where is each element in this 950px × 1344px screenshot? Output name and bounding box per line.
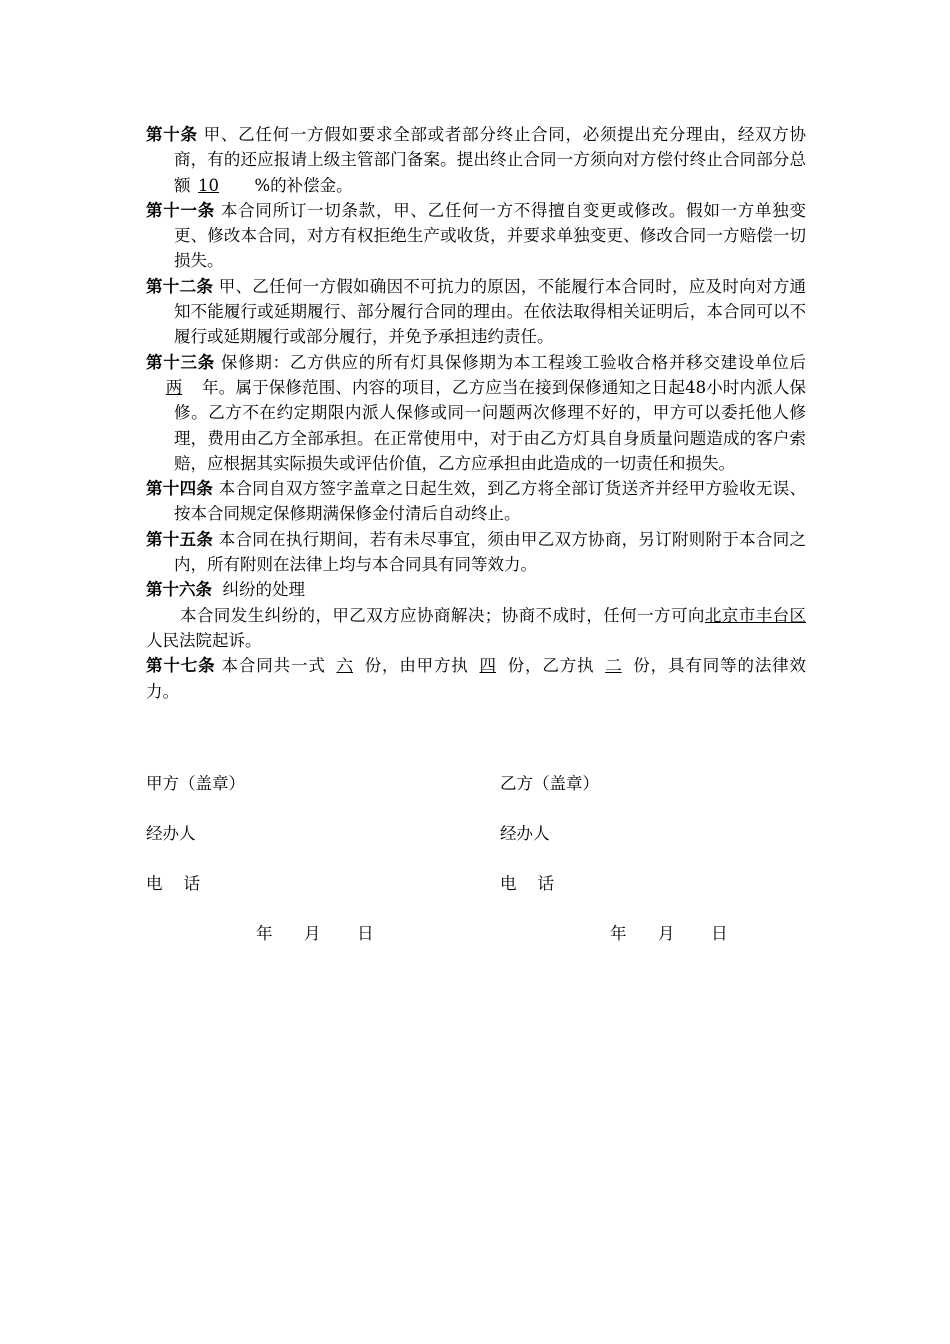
- court-location: 北京市丰台区: [704, 605, 807, 625]
- contract-clauses: [146, 122, 806, 704]
- party-b-date: 年 月 日: [610, 924, 728, 943]
- clause-17: 第十七条 本合同共一式 六 份，由甲方执 四 份，乙方执 二 份，具有同等的法律效力。: [146, 653, 806, 704]
- clause-heading: 第十四条: [146, 479, 214, 499]
- clause-heading: 第十六条: [146, 580, 212, 600]
- party-b-seal: 乙方（盖章）: [500, 774, 599, 793]
- party-a-seal: 甲方（盖章）: [146, 774, 245, 793]
- clause-heading: 第十七条: [146, 656, 216, 676]
- clause-15: 第十五条 本合同在执行期间，若有未尽事宜，须由甲乙双方协商，另订附则附于本合同之内，所有附则在法律上均与本合同具有同等效力。: [146, 529, 806, 575]
- clause-heading: 第十条: [146, 125, 198, 144]
- party-a-date: 年 月 日: [256, 924, 374, 943]
- party-a-phone: 电 话: [146, 874, 200, 893]
- party-a-agent: 经办人: [146, 824, 196, 843]
- clause-heading: 第十二条: [146, 276, 214, 296]
- compensation-percent: 10: [198, 175, 219, 195]
- copies-party-b: 二: [605, 656, 622, 676]
- clause-12: 第十二条 甲、乙任何一方假如确因不可抗力的原因，不能履行本合同时，应及时向对方通知不能履行或延期履行、部分履行合同的理由。在依法取得相关证明后，本合同可以不履行或延期履行或部分履行，并免予承担违约责任。: [146, 276, 806, 347]
- clause-14: 第十四条 本合同自双方签字盖章之日起生效，到乙方将全部订货送齐并经甲方验收无误、按本合同规定保修期满保修金付清后自动终止。: [146, 479, 806, 524]
- party-b-phone: 电 话: [500, 874, 554, 893]
- party-b-agent: 经办人: [500, 824, 550, 843]
- clause-10: 第十条 甲、乙任何一方假如要求全部或者部分终止合同，必须提出充分理由，经双方协商，有的还应报请上级主管部门备案。提出终止合同一方须向对方偿付终止合同部分总额 10 %的补偿金。: [146, 122, 806, 198]
- clause-16: 第十六条 纠纷的处理: [146, 580, 305, 600]
- clause-16-body: 本合同发生纠纷的，甲乙双方应协商解决；协商不成时，任何一方可向北京市丰台区人民法院起诉。: [146, 605, 807, 650]
- clause-heading: 第十三条: [146, 352, 215, 372]
- clause-13: 第十三条 保修期：乙方供应的所有灯具保修期为本工程竣工验收合格并移交建设单位后两 年。属于保修范围、内容的项目，乙方应当在接到保修通知之日起48小时内派人保修。乙方不在约定期限内派人保修或同一问题两次修理不好的，甲方可以委托他人修理，费用由乙方全部承担。在正常使用中，对于由乙方灯具自身质量问题造成的客户索赔，应根据其实际损失或评估价值，乙方应承担由此造成的一切责任和损失。: [146, 352, 806, 473]
- clause-heading: 第十五条: [146, 529, 214, 549]
- copies-total: 六: [336, 656, 353, 676]
- clause-heading: 第十一条: [146, 200, 215, 220]
- warranty-years: 两: [165, 377, 183, 397]
- clause-11: 第十一条 本合同所订一切条款，甲、乙任何一方不得擅自变更或修改。假如一方单独变更、修改本合同，对方有权拒绝生产或收货，并要求单独变更、修改合同一方赔偿一切损失。: [146, 200, 806, 271]
- copies-party-a: 四: [479, 656, 497, 676]
